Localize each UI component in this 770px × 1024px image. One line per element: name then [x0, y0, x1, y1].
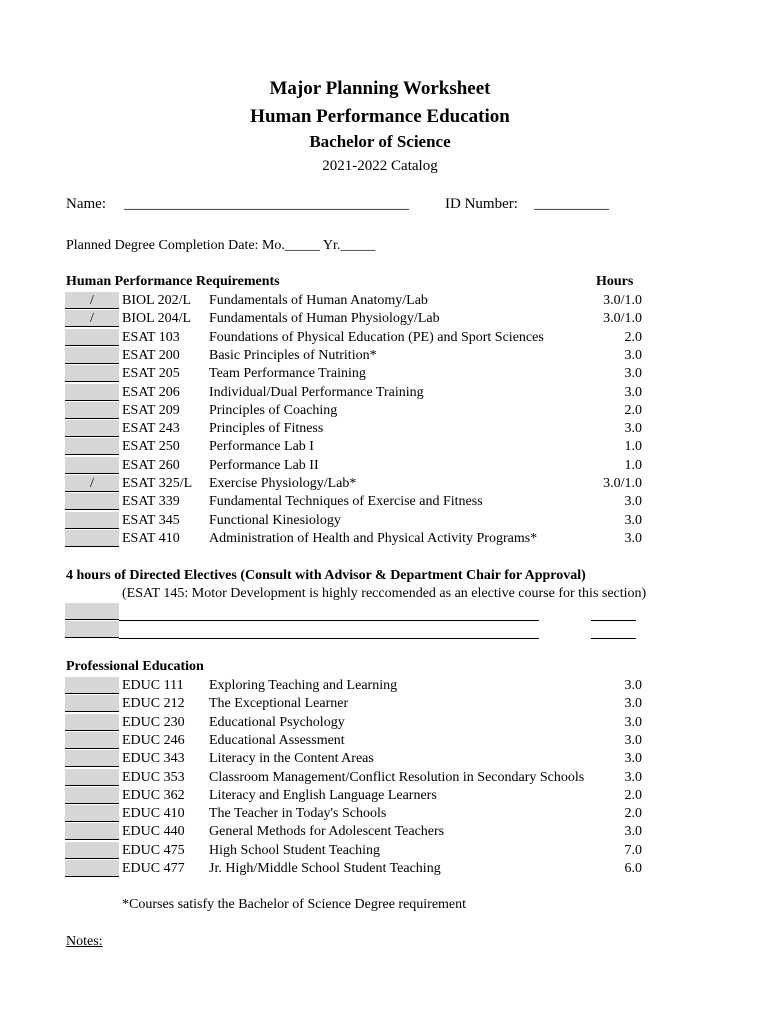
course-title: Exercise Physiology/Lab* [209, 476, 357, 491]
notes-label: Notes: [66, 934, 103, 949]
course-hours: 3.0 [624, 347, 642, 363]
hp-section-heading: Human Performance Requirements [66, 274, 280, 289]
course-title: Individual/Dual Performance Training [209, 384, 424, 400]
course-title: Performance Lab II [209, 457, 319, 473]
course-check-box[interactable]: / [65, 292, 119, 309]
course-row [0, 292, 770, 310]
course-hours: 1.0 [624, 457, 642, 473]
course-row [0, 695, 770, 713]
course-row [0, 787, 770, 805]
elective-check-box-1[interactable] [65, 603, 119, 620]
course-title: The Exceptional Learner [209, 696, 349, 712]
course-code: BIOL 204/L [122, 311, 192, 327]
footnote: *Courses satisfy the Bachelor of Science Degree requirement [122, 897, 467, 912]
course-row [0, 714, 770, 732]
course-title: Fundamentals of Human Anatomy/Lab [209, 293, 428, 308]
course-title: Functional Kinesiology [209, 512, 341, 528]
electives-note: (ESAT 145: Motor Development is highly reccomended as an elective course for this section) [122, 586, 647, 601]
course-code: EDUC 212 [122, 696, 185, 712]
course-row [0, 365, 770, 383]
course-check-box[interactable]: / [65, 310, 119, 327]
completion-date-field[interactable]: Planned Degree Completion Date: Mo._____ Yr._____ [66, 238, 376, 253]
elective-line-1[interactable] [119, 620, 539, 621]
course-hours: 7.0 [624, 842, 642, 858]
course-code: ESAT 243 [122, 421, 180, 437]
course-code: ESAT 209 [122, 402, 180, 418]
course-row [0, 310, 770, 328]
course-title: Team Performance Training [209, 366, 366, 382]
course-check-box[interactable]: / [65, 475, 119, 492]
course-code: BIOL 202/L [122, 293, 192, 308]
course-title: High School Student Teaching [209, 842, 381, 858]
course-hours: 3.0 [624, 696, 642, 712]
course-hours: 3.0 [624, 714, 642, 730]
hours-heading: Hours [596, 274, 634, 289]
course-code: ESAT 339 [122, 494, 180, 510]
elective-hours-line-1[interactable] [591, 620, 636, 621]
course-code: ESAT 325/L [122, 476, 193, 491]
course-hours: 3.0 [624, 824, 642, 840]
course-title: Principles of Fitness [209, 421, 324, 437]
course-title: Educational Psychology [209, 714, 345, 730]
course-row [0, 475, 770, 493]
course-hours: 3.0 [624, 751, 642, 767]
page-title: Major Planning Worksheet [269, 78, 491, 99]
course-title: Literacy in the Content Areas [209, 751, 374, 767]
course-hours: 3.0 [624, 366, 642, 382]
course-row [0, 769, 770, 787]
course-row [0, 457, 770, 475]
course-row [0, 823, 770, 841]
course-row [0, 860, 770, 878]
course-row [0, 402, 770, 420]
course-title: Principles of Coaching [209, 402, 338, 418]
course-title: Exploring Teaching and Learning [209, 678, 398, 693]
name-field[interactable]: ______________________________________ [124, 196, 409, 212]
name-label: Name: [66, 196, 106, 212]
course-hours: 2.0 [624, 787, 642, 803]
course-hours: 1.0 [624, 439, 642, 455]
course-hours: 3.0 [624, 421, 642, 437]
course-code: EDUC 246 [122, 732, 185, 748]
course-code: ESAT 206 [122, 384, 180, 400]
course-code: EDUC 477 [122, 861, 185, 876]
id-number-field[interactable]: __________ [534, 196, 609, 212]
program-title: Human Performance Education [250, 106, 510, 127]
course-title: Fundamentals of Human Physiology/Lab [209, 311, 440, 327]
course-hours: 3.0 [624, 494, 642, 510]
course-hours: 2.0 [624, 402, 642, 418]
catalog-year: 2021-2022 Catalog [322, 158, 438, 174]
course-row [0, 420, 770, 438]
electives-heading: 4 hours of Directed Electives (Consult with Advisor & Department Chair for Approval) [66, 568, 586, 583]
course-code: ESAT 345 [122, 512, 180, 528]
course-title: Performance Lab I [209, 439, 314, 455]
pe-section-heading: Professional Education [66, 659, 204, 674]
course-code: ESAT 260 [122, 457, 180, 473]
course-title: Educational Assessment [209, 732, 345, 748]
degree-title: Bachelor of Science [309, 132, 451, 151]
course-title: Fundamental Techniques of Exercise and Fitness [209, 494, 483, 510]
course-code: EDUC 362 [122, 787, 185, 803]
id-number-label: ID Number: [445, 196, 518, 212]
course-row [0, 805, 770, 823]
course-row [0, 732, 770, 750]
course-code: EDUC 343 [122, 751, 185, 767]
course-row [0, 438, 770, 456]
course-row [0, 512, 770, 530]
course-row [0, 750, 770, 768]
course-code: EDUC 440 [122, 824, 185, 840]
course-code: ESAT 103 [122, 329, 180, 345]
course-hours: 2.0 [624, 329, 642, 345]
course-hours: 3.0 [624, 678, 642, 693]
course-title: The Teacher in Today's Schools [209, 806, 387, 822]
course-row [0, 493, 770, 511]
course-row [0, 677, 770, 695]
course-hours: 3.0 [624, 530, 642, 546]
elective-check-box-2[interactable] [65, 621, 119, 638]
course-code: EDUC 230 [122, 714, 185, 730]
course-title: General Methods for Adolescent Teachers [209, 824, 445, 840]
course-row [0, 329, 770, 347]
course-hours: 3.0 [624, 769, 642, 785]
elective-line-2[interactable] [119, 638, 539, 639]
course-row [0, 384, 770, 402]
course-code: ESAT 250 [122, 439, 180, 455]
course-hours: 3.0 [624, 732, 642, 748]
course-row [0, 347, 770, 365]
course-hours: 3.0/1.0 [603, 293, 642, 308]
course-hours: 6.0 [624, 861, 642, 876]
elective-hours-line-2[interactable] [591, 638, 636, 639]
course-hours: 3.0/1.0 [603, 476, 642, 491]
course-row [0, 530, 770, 548]
course-title: Basic Principles of Nutrition* [209, 347, 377, 363]
course-hours: 2.0 [624, 806, 642, 822]
course-title: Administration of Health and Physical Activity Programs* [209, 530, 538, 546]
course-code: EDUC 353 [122, 769, 185, 785]
course-hours: 3.0 [624, 384, 642, 400]
course-row [0, 842, 770, 860]
course-title: Literacy and English Language Learners [209, 787, 437, 803]
course-code: EDUC 111 [122, 678, 184, 693]
course-hours: 3.0/1.0 [603, 311, 642, 327]
course-code: EDUC 410 [122, 806, 185, 822]
course-title: Foundations of Physical Education (PE) and Sport Sciences [209, 329, 544, 345]
course-hours: 3.0 [624, 512, 642, 528]
course-title: Jr. High/Middle School Student Teaching [209, 861, 441, 876]
course-title: Classroom Management/Conflict Resolution in Secondary Schools [209, 769, 585, 785]
course-code: ESAT 410 [122, 530, 180, 546]
course-code: EDUC 475 [122, 842, 185, 858]
course-code: ESAT 205 [122, 366, 180, 382]
course-code: ESAT 200 [122, 347, 180, 363]
